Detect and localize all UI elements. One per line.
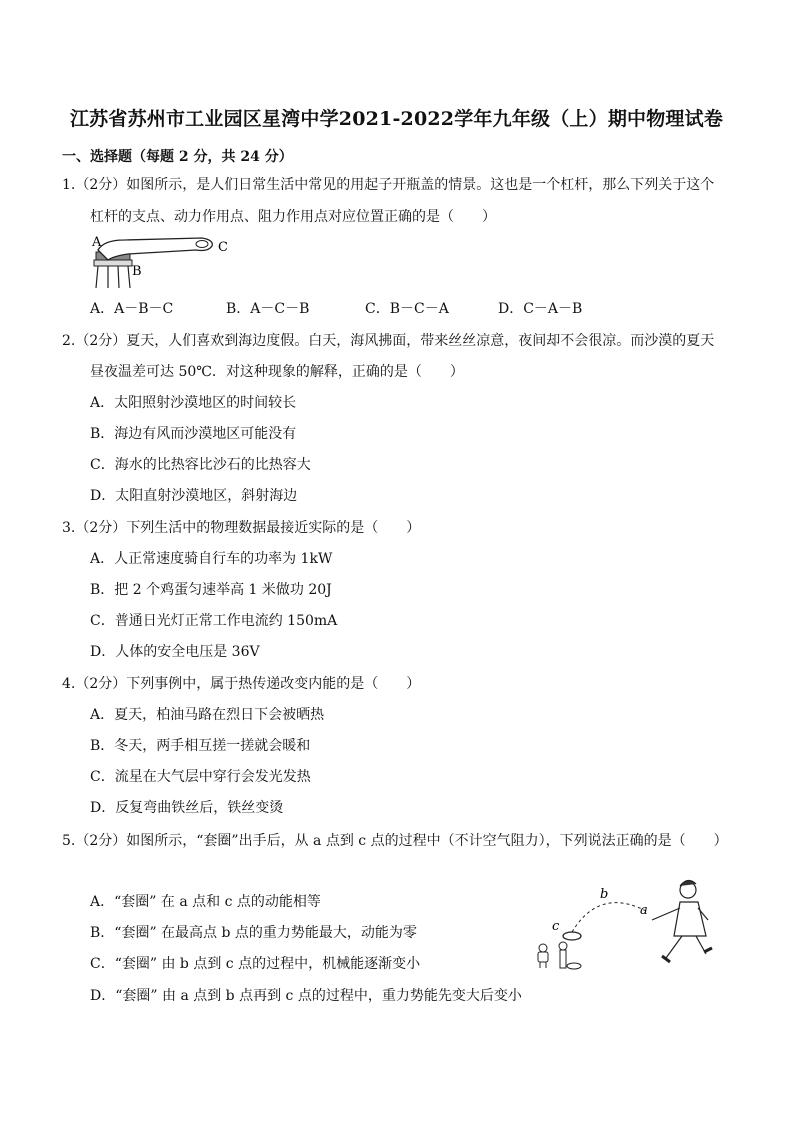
- question-1-option-c[interactable]: C．B－C－A: [365, 301, 449, 317]
- question-1-stem: 1.（2分）如图所示，是人们日常生活中常见的用起子开瓶盖的情景。这也是一个杠杆，那么下列关于这个: [62, 177, 715, 193]
- question-5-stem: 5.（2分）如图所示，“套圈”出手后，从 a 点到 c 点的过程中（不计空气阻力），下列说法正确的是（ ）: [62, 833, 728, 849]
- question-5-option-d[interactable]: D．“套圈” 由 a 点到 b 点再到 c 点的过程中，重力势能先变大后变小: [90, 988, 522, 1004]
- question-4-option-a[interactable]: A．夏天，柏油马路在烈日下会被晒热: [90, 707, 325, 723]
- question-4-option-c[interactable]: C．流星在大气层中穿行会发光发热: [90, 769, 311, 785]
- section-heading: 一、选择题（每题 2 分，共 24 分）: [62, 149, 293, 165]
- question-3-option-a[interactable]: A．人正常速度骑自行车的功率为 1kW: [90, 551, 333, 567]
- question-4-option-d[interactable]: D．反复弯曲铁丝后，铁丝变烫: [90, 800, 284, 816]
- label-point-b: b: [600, 887, 609, 902]
- question-3-option-d[interactable]: D．人体的安全电压是 36V: [90, 644, 260, 660]
- question-3-option-c[interactable]: C．普通日光灯正常工作电流约 150mA: [90, 613, 338, 629]
- question-5-option-c[interactable]: C．“套圈” 由 b 点到 c 点的过程中，机械能逐渐变小: [90, 956, 421, 972]
- girl-figure: [652, 880, 712, 962]
- opener-lever: [98, 238, 212, 260]
- question-1-stem-cont: 杠杆的支点、动力作用点、阻力作用点对应位置正确的是（ ）: [90, 209, 496, 225]
- label-point-c: c: [552, 919, 560, 934]
- question-5-option-a[interactable]: A．“套圈” 在 a 点和 c 点的动能相等: [90, 894, 321, 910]
- question-2-option-a[interactable]: A．太阳照射沙漠地区的时间较长: [90, 395, 297, 411]
- question-5-option-b[interactable]: B．“套圈” 在最高点 b 点的重力势能最大，动能为零: [90, 925, 417, 941]
- label-point-a: A: [92, 235, 102, 250]
- ring: [563, 932, 581, 940]
- ring-toss-figure: [530, 876, 715, 976]
- label-point-c: C: [218, 240, 228, 255]
- question-1-option-d[interactable]: D．C－A－B: [498, 301, 583, 317]
- question-2-stem: 2.（2分）夏天，人们喜欢到海边度假。白天，海风拂面，带来丝丝凉意，夜间却不会很凉。而沙漠的夏天: [62, 333, 715, 349]
- question-1-option-a[interactable]: A．A－B－C: [90, 301, 174, 317]
- label-point-a: a: [640, 903, 648, 918]
- question-4-stem: 4.（2分）下列事例中，属于热传递改变内能的是（ ）: [62, 676, 421, 692]
- bottle-opener-figure: [84, 232, 234, 292]
- ring-trajectory: [572, 903, 648, 932]
- question-2-option-b[interactable]: B．海边有风而沙漠地区可能没有: [90, 426, 297, 442]
- question-3-option-b[interactable]: B．把 2 个鸡蛋匀速举高 1 米做功 20J: [90, 582, 332, 598]
- page-title: 江苏省苏州市工业园区星湾中学2021-2022学年九年级（上）期中物理试卷: [69, 108, 724, 130]
- question-1-option-b[interactable]: B．A－C－B: [226, 301, 310, 317]
- question-2-stem-cont: 昼夜温差可达 50℃．对这种现象的解释，正确的是（ ）: [90, 364, 464, 380]
- question-2-option-d[interactable]: D．太阳直射沙漠地区，斜射海边: [90, 488, 298, 504]
- toy-animals: [538, 942, 581, 969]
- question-3-stem: 3.（2分）下列生活中的物理数据最接近实际的是（ ）: [62, 520, 421, 536]
- label-point-b: B: [132, 264, 142, 279]
- question-2-option-c[interactable]: C．海水的比热容比沙石的比热容大: [90, 457, 311, 473]
- question-4-option-b[interactable]: B．冬天，两手相互搓一搓就会暖和: [90, 738, 311, 754]
